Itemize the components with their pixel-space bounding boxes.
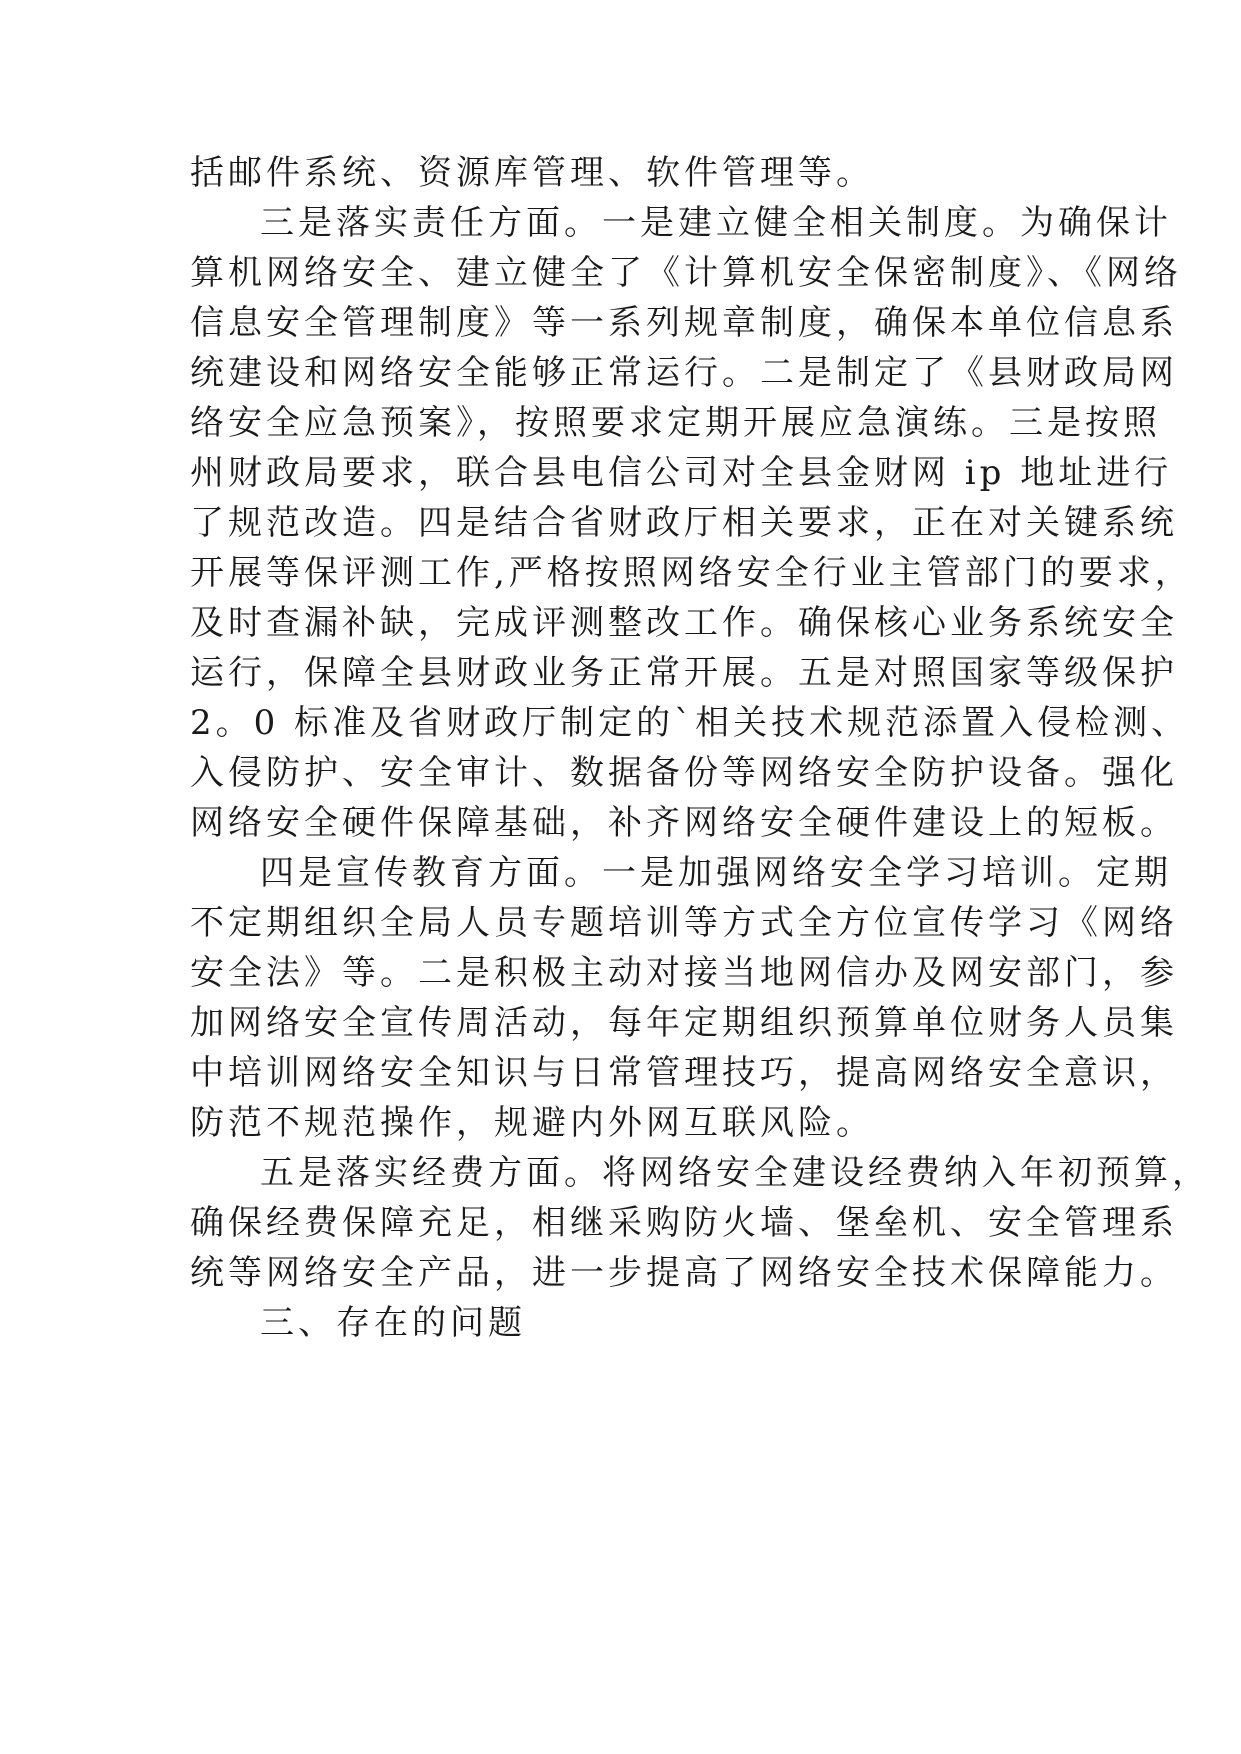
text-line: 开展等保评测工作,严格按照网络安全行业主管部门的要求， bbox=[190, 553, 1193, 593]
text-line: 确保经费保障充足，相继采购防火墙、堡垒机、安全管理系 bbox=[190, 1203, 1178, 1243]
text-line: 四是宣传教育方面。一是加强网络安全学习培训。定期 bbox=[260, 853, 1172, 893]
text-line: 加网络安全宣传周活动，每年定期组织预算单位财务人员集 bbox=[190, 1003, 1178, 1043]
text-line: 信息安全管理制度》等一系列规章制度，确保本单位信息系 bbox=[190, 303, 1178, 343]
text-line: 三、存在的问题 bbox=[260, 1303, 526, 1343]
text-line: 算机网络安全、建立健全了《计算机安全保密制度》、《网络 bbox=[190, 253, 1182, 293]
text-line: 括邮件系统、资源库管理、软件管理等。 bbox=[190, 153, 874, 193]
document-body bbox=[190, 148, 1210, 1348]
text-line: 了规范改造。四是结合省财政厅相关要求，正在对关键系统 bbox=[190, 503, 1178, 543]
text-line: 统建设和网络安全能够正常运行。二是制定了《县财政局网 bbox=[190, 353, 1178, 393]
text-line: 2。0 标准及省财政厅制定的`相关技术规范添置入侵检测、 bbox=[190, 703, 1190, 743]
text-line: 三是落实责任方面。一是建立健全相关制度。为确保计 bbox=[260, 203, 1172, 243]
text-line: 州财政局要求，联合县电信公司对全县金财网 ip 地址进行 bbox=[190, 453, 1173, 493]
text-line: 网络安全硬件保障基础，补齐网络安全硬件建设上的短板。 bbox=[190, 803, 1178, 843]
text-line: 络安全应急预案》，按照要求定期开展应急演练。三是按照 bbox=[190, 403, 1161, 443]
text-line: 中培训网络安全知识与日常管理技巧，提高网络安全意识， bbox=[190, 1053, 1178, 1093]
text-line: 不定期组织全局人员专题培训等方式全方位宣传学习《网络 bbox=[190, 903, 1178, 943]
text-line: 运行，保障全县财政业务正常开展。五是对照国家等级保护 bbox=[190, 653, 1178, 693]
text-line: 及时查漏补缺，完成评测整改工作。确保核心业务系统安全 bbox=[190, 603, 1178, 643]
text-line: 防范不规范操作，规避内外网互联风险。 bbox=[190, 1103, 874, 1143]
text-line: 安全法》等。二是积极主动对接当地网信办及网安部门，参 bbox=[190, 953, 1178, 993]
text-line: 入侵防护、安全审计、数据备份等网络安全防护设备。强化 bbox=[190, 753, 1178, 793]
text-line: 五是落实经费方面。将网络安全建设经费纳入年初预算， bbox=[260, 1153, 1210, 1193]
text-line: 统等网络安全产品，进一步提高了网络安全技术保障能力。 bbox=[190, 1253, 1178, 1293]
